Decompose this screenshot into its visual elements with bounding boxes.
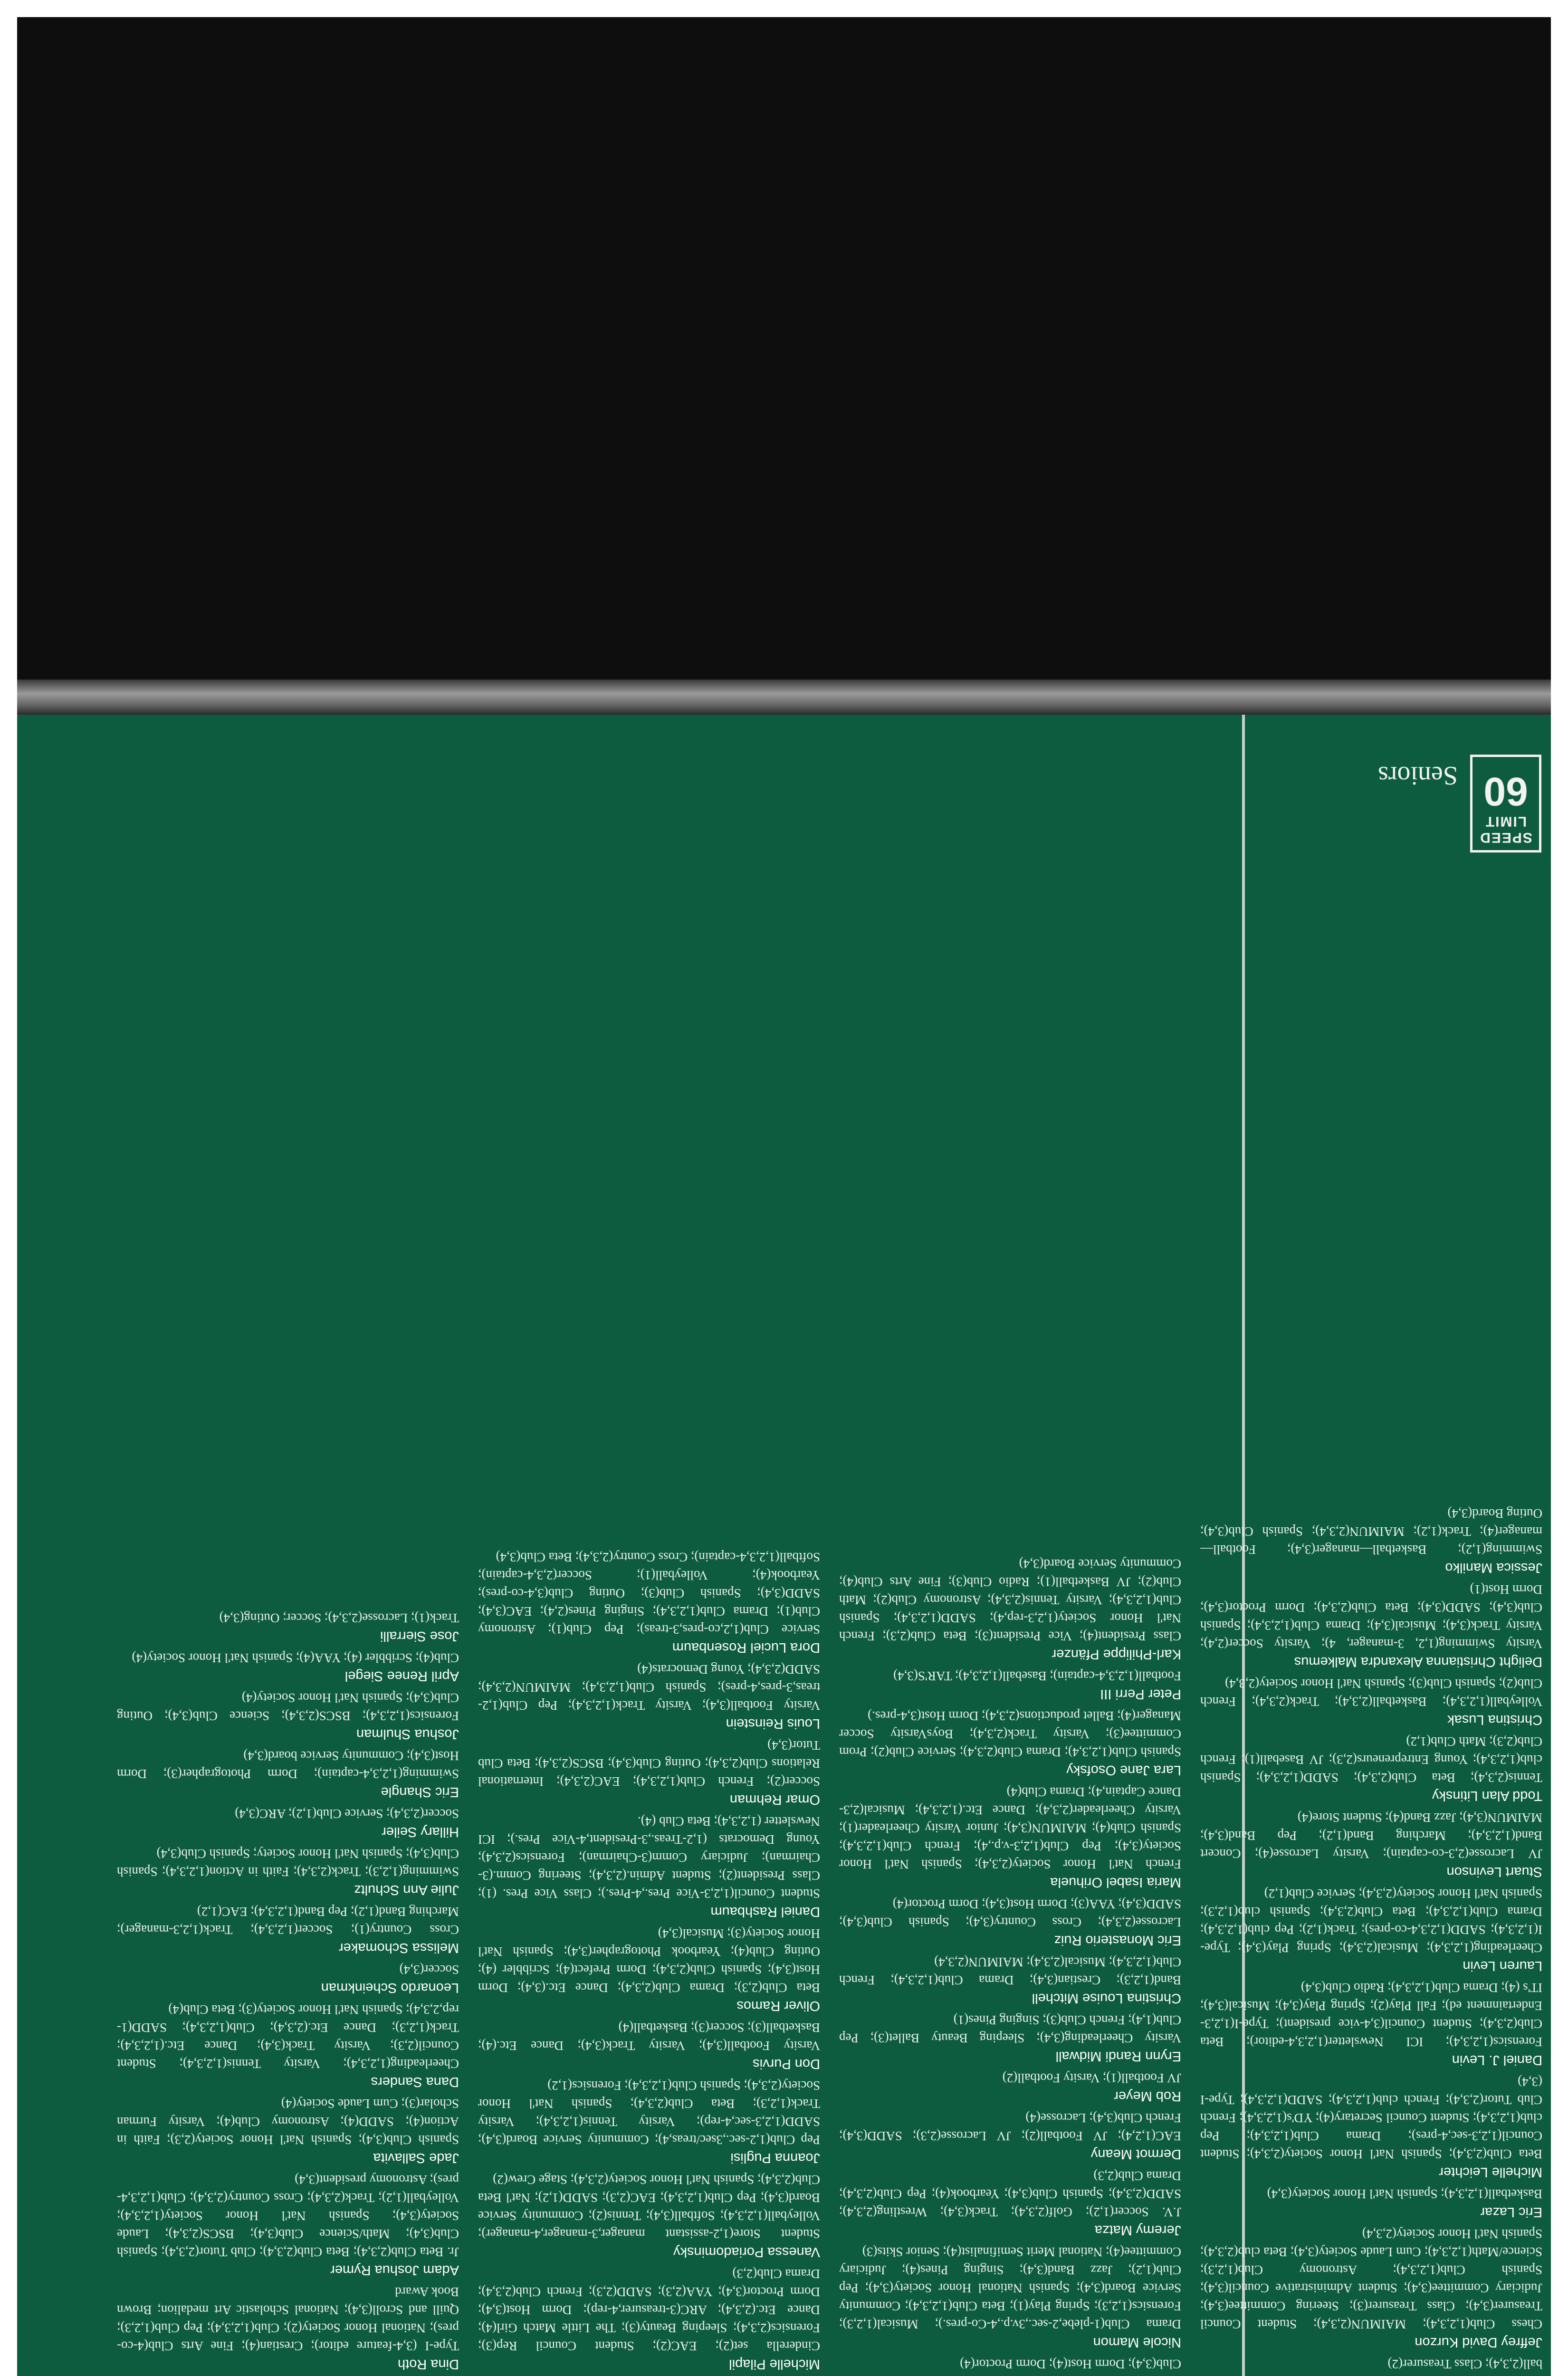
- senior-name: Nicole Mamon: [1093, 2335, 1181, 2350]
- senior-name: Jeremy Matza: [1094, 2223, 1181, 2238]
- senior-entry: [478, 1812, 820, 1921]
- senior-name: Joshua Shulman: [356, 1726, 459, 1742]
- senior-entry: [839, 1707, 1181, 1779]
- senior-entry: [1200, 1885, 1542, 1975]
- senior-name: Joanna Puglisi: [730, 2150, 820, 2165]
- senior-activities: French Nat'l Honor Society(2,3,4); Spanish Nat'l Honor Society(3,4); Pep Club(1,2,3-v.p.,4); French Club(1,2,3,4); Spanish Club(4); MAIMUN(3,4); Junior Varsity Cheerleader(1); Varsity Cheerleader(2,3,4); Dance Etc.(1,2,3,4); Musical(2,3-Dance Captain,4); Drama Club(4): [839, 1785, 1181, 1871]
- senior-entry: [839, 1895, 1181, 1949]
- senior-name: Karl-Philippe Pfänzer: [1052, 1647, 1181, 1662]
- senior-name: Dermot Meany: [1090, 2146, 1181, 2162]
- senior-name: Louis Reinstein: [726, 1716, 820, 1731]
- senior-activities: Beta Club(2,3,4); Spanish Nat'l Honor Society(2,3,4); Student Council(1,2,3-sec,4-pres); Drama Club(1,2,3,4); Pep club(1,2,3,4); Student Council Secretary(4); YD's(1,2,3,4); French Club Tutor(2,3,4); French club(1,2,3,4); SADD(1,2,3,4); Type-I (3,4): [1200, 2075, 1542, 2161]
- senior-activities: Cross Country(1); Soccer(1,2,3,4); Track(1,2,3-manager); Marching Band(1,2); Pep Band(1,2,3,4); EAC(1,2): [117, 1905, 459, 1937]
- page-content-rotated: [17, 715, 1551, 2376]
- senior-activities: Beta Club(2,3); Drama Club(2,3,4); Dance Etc.(3,4); Dorm Host(3,4); Spanish Club(2,3,4); Dorm Prefect(4); Scribbler (4); Outing Club(4); Yearbook Photographer(3,4); Spanish Nat'l Honor Society(3); Musical(3,4): [478, 1926, 820, 1995]
- senior-name: Melissa Schomaker: [338, 1940, 459, 1955]
- senior-name: Lauren Levin: [1463, 1958, 1542, 1974]
- senior-activities: Tennis(2,3,4); Beta Club(2,3,4); SADD(1,2,3,4); Spanish club(1,2,3,4); Young Entrepreneurs(2,3); JV Baseball(1); French Club(2,3); Math Club(1,2): [1200, 1734, 1542, 1785]
- senior-entry: [478, 1548, 820, 1657]
- senior-entry: [1200, 1979, 1542, 2069]
- senior-activities: Swimming(1,2); Basketball—manager(3,4); Football—manager(4); Track(1,2); MAIMUN(2,3,4); Spanish Club(3,4); Outing Board(3,4): [1200, 1506, 1542, 1557]
- senior-name: Erynn Randi Midwall: [1055, 2049, 1181, 2064]
- senior-name: Christina Louise Mitchell: [1032, 1991, 1181, 2006]
- senior-activities: JV Football(1); Varsity Football(2): [1002, 2071, 1181, 2085]
- senior-name: Michelle Pilapil: [729, 2357, 820, 2372]
- senior-activities: Forensics(1,2,3,4); ICI Newsletter(1,2,3,4-editor); Beta Club(2,3,4); Student Council(3,4-vice president); Type-I(1,2,3-Endertainment ed); Fall Play(2); Spring Play(3,4); Musical(3,4); IT's (4); Drama Club(1,2,3,4); Radio Club(3,4): [1200, 1981, 1542, 2049]
- senior-activities: Basketball(1,2,3,4); Spanish Nat'l Honor Society(3,4): [1267, 2187, 1542, 2201]
- senior-name: Jose Sierralli: [380, 1629, 459, 1644]
- senior-name: Daniel Rashbaum: [710, 1904, 820, 1919]
- senior-activities: ball(2,3,4); Class Treasurer(2): [1387, 2357, 1542, 2371]
- senior-entry: [478, 1736, 820, 1809]
- senior-entry: [117, 2095, 459, 2167]
- senior-entry: [839, 2167, 1181, 2239]
- senior-activities: Lacrosse(2,3,4); Cross Country(3,4); Spanish Club(3,4); SADD(3,4); YAA(3); Dorm Host(3,4); Dorm Proctor(4): [839, 1897, 1181, 1929]
- senior-activities: Swimming(1,2,3,4-captain); Dorm Photographer(3); Dorm Host(3,4); Community Service board(3,4): [117, 1749, 459, 1781]
- senior-activities: Swimming(1,2,3); Track(2,3,4); Faith in Action(1,2,3,4); Spanish Club(3,4); Spanish Nat'l Honor Society; Spanish Club(3,4): [117, 1847, 459, 1879]
- senior-entry: [117, 1961, 459, 1997]
- senior-activities: Class President(4); Vice President(3); Beta Club(2,3); French Nat'l Honor Society(1,2,3-rep,4); SADD(1,2,3,4); Spanish Club(1,2,3,4); Varsity Tennis(2,3,4); Astronomy Club(2); Math Club(2); JV Basketball(1); Radio Club(3); Fine Arts Club(4); Community Service Board(3,4): [839, 1557, 1181, 1643]
- senior-activities: Spanish Club(1,2,3,4); Drama Club(2,3,4); Service Club(2); Prom Committee(3); Varsity Track(2,3,4); BoysVarsity Soccer Manager(4); Ballet productions(2,3,4); Dorm Host(3,4-pres.): [839, 1709, 1181, 1759]
- senior-entry: [117, 1805, 459, 1841]
- senior-activities: Student Council(1,2,3-Vice Pres.,4-Pres.); Class Vice Pres. (1); Class President(2); Student Admin.(2,3,4); Steering Comm.(3-Chairman); Judiciary Comm(3-Chairman); Forensics(2,3,4); Young Democrats (1,2-Treas.,3-President,4-Vice Pres.); ICI Newsletter (1,2,3,4); Beta Club (4).: [478, 1814, 820, 1901]
- senior-activities: J.V. Soccer(1,2); Golf(2,3,4); Track(3,4); Wrestling(2,3,4); SADD(2,3,4); Spanish Club(3,4); Yearbook(4); Pep Club(2,3,4); Drama Club(2,3): [839, 2169, 1181, 2219]
- senior-activities: Football(1,2,3,4-captain); Baseball(1,2,3,4); TAR'S(3,4): [893, 1669, 1181, 1683]
- senior-entry: [1200, 1504, 1542, 1577]
- column-2: [839, 767, 1181, 2373]
- senior-activities: Varsity Football(3,4); Varsity Track(3,4); Dance Etc.(4); Basketball(3); Soccer(3); Basketball(4): [478, 2021, 820, 2053]
- senior-name: Daniel J. Levin: [1452, 2052, 1542, 2068]
- badge-line-2: LIMIT: [1484, 814, 1527, 829]
- senior-name: Delight Christianna Alexandra Malkemus: [1294, 1654, 1542, 1669]
- senior-entry: [478, 2265, 820, 2373]
- column-3: [478, 767, 820, 2373]
- senior-name: Todd Alan Litinsky: [1432, 1788, 1542, 1803]
- senior-name: Adam Joshua Rymer: [330, 2262, 459, 2278]
- yearbook-page: [17, 715, 1551, 2376]
- senior-name: Oliver Ramos: [736, 1998, 820, 2013]
- senior-name: Stuart Levinson: [1446, 1864, 1542, 1879]
- senior-name: April Renee Siegel: [344, 1668, 459, 1684]
- senior-entry: [117, 1649, 459, 1685]
- senior-name: Peter Perri III: [1100, 1686, 1181, 1702]
- senior-name: Don Purvis: [753, 2056, 820, 2071]
- senior-activities: Volleyball(1,2,3,4); Basketball(2,3,4); Track(2,3,4); French Club(2); Spanish Club(3); Spanish Nat'l Honor Society(2,3,4): [1200, 1677, 1542, 1709]
- senior-activities: Cheerleading(1,2,3,4); Varsity Tennis(1,2,3,4); Student Council(2,3); Varsity Track(3,4); Dance Etc.(1,2,3,4); Track(1,2,3); Dance Etc.(2,3,4); Club(1,2,3,4); SADD(1-rep,2,3,4); Spanish Nat'l Honor Society(3); Beta Club(4): [117, 2002, 459, 2071]
- senior-entry: [117, 1689, 459, 1743]
- senior-entry: [1200, 2225, 1542, 2351]
- senior-name: Jeffrey David Kurzon: [1415, 2335, 1542, 2350]
- senior-activities: Service Club(1,2,co-pres,3-treas); Pep Club(1); Astronomy Club(1); Drama Club(1,2,3,4); Singing Pines(2,4); EAC(3,4); SADD(3,4); Spanish Club(3); Outing Club(3,4-co-pres); Yearbook(4); Volleyball(1); Soccer(2,3,4-captain); Softball(1,2,3,4-captain); Cross Country(2,3,4); Beta Club(3,4): [478, 1550, 820, 1637]
- senior-entry: [478, 1660, 820, 1733]
- senior-entry: [839, 1667, 1181, 1703]
- senior-activities: Track(1); Lacrosse(2,3,4); Soccer; Outing(3,4): [219, 1611, 459, 1625]
- senior-name: Leonardo Scheinkman: [321, 1980, 459, 1995]
- senior-name: Lara Jane Osofsky: [1066, 1763, 1181, 1778]
- senior-name: Eric Monasterio Ruiz: [1054, 1933, 1181, 1948]
- senior-entry: [117, 1609, 459, 1645]
- senior-entry: [1200, 2185, 1542, 2221]
- senior-entry: [839, 2069, 1181, 2105]
- senior-entry: [839, 2243, 1181, 2351]
- senior-name: Christina Lusak: [1447, 1712, 1542, 1727]
- senior-name: Vanessa Poriadominsky: [673, 2244, 820, 2260]
- senior-activities: Club(3,4); Dorm Host(4); Dorm Proctor(4): [960, 2357, 1181, 2371]
- senior-name: Dora Luciel Rosenbaum: [672, 1640, 820, 1655]
- column-1: [1200, 767, 1542, 2373]
- senior-entry: [117, 1747, 459, 1801]
- senior-activities: Forensics(1,2,3,4); BSCS(2,3,4); Science Club(3,4); Outing Club(3,4); Spanish Nat'l Honor Society(4): [117, 1691, 459, 1723]
- senior-activities: JV Lacrosse(2,3-co-captain); Varsity Lacrosse(4); Concert Band(1,2,3,4); Marching Band(1,2); Pep Band(3,4); MAIMUN(3,4); Jazz Band(4); Student Store(4): [1200, 1811, 1542, 1861]
- senior-activities: Jr. Beta Club(2,3,4); Beta Club(2,3,4); Club Tutor(2,3,4); Spanish Club(3,4); Math/Science Club(3,4); BSCS(2,3,4); Laude Society(3,4); Spanish Nat'l Honor Society(1,2,3,4); Volleyball(1,2); Track(2,3,4); Cross Country(2,3,4); Club(1,2,3,4-pres); Astronomy president(3,4): [117, 2173, 459, 2259]
- senior-name: Omar Rehman: [729, 1792, 820, 1807]
- senior-activities: Spanish Club(3,4); Spanish Nat'l Honor Society(2,3); Faith in Action(4); SADD(4); Astronomy Club(4); Varsity Furman Scholar(3); Cum Laude Society(4): [117, 2097, 459, 2147]
- book-spine: [17, 680, 1551, 715]
- senior-name: Jessica Manilko: [1445, 1560, 1542, 1575]
- senior-activities: Student Store(1,2-assistant manager,3-manager,4-manager); Volleyball(1,2,3,4); Softball(3,4); Tennis(2); Community Service Board(3,4); Pep Club(1,2,3,4); EAC(2,3); SADD(1,2); Nat'l Beta Club(2,3,4); Spanish Nat'l Honor Society(2,3,4); Stage Crew(2): [478, 2173, 820, 2241]
- senior-activities: Band(1,2,3); Crestian(3,4); Drama Club(1,2,3,4); French Club(1,2,3,4); Musical(2,3,4); MAIMUN(2,3,4): [839, 1955, 1181, 1987]
- senior-entry: [1200, 2073, 1542, 2181]
- senior-activities: Cinderella set(2); EAC(2); Student Council Rep(3); Forensics(2,3,4); Sleeping Beauty(3); The Little Match Girl(4); Dance Etc.(2,3,4); ARC(3-treasurer,4-rep); Dorm Host(3,4); Dorm Proctor(3,4); YAA(2,3); SADD(2,3); French Club(2,3,4); Drama Club(2,3): [478, 2267, 820, 2353]
- senior-activities: Varsity Swimming(1,2, 3-manager, 4); Varsity Soccer(2,4); Varsity Track(3,4); Musical(3,4); Drama Club(1,2,3,4); Spanish Club(3,4); SADD(3,4); Beta Club(2,3,4); Dorm Proctor(3,4); Dorm Host(1): [1200, 1582, 1542, 1651]
- senior-entry: [117, 1903, 459, 1957]
- senior-activities: Chess Club(1,2,3,4); MAIMUN(2,3,4); Student Council Treasurer(3,4); Class Treasurer(3); Steering Committee(3,4); Judiciary Committee(3,4); Student Administrative Council(3,4); Spanish Club(1,2,3,4); Astronomy Club(1,2,3); Science/Math(1,2,3,4); Cum Laude Society(3,4); Beta club(2,3,4); Spanish Nat'l Honor Society(2,3,4): [1200, 2227, 1542, 2331]
- senior-name: Michelle Leichter: [1439, 2165, 1542, 2180]
- senior-entry: [478, 2171, 820, 2261]
- senior-entry: [117, 2171, 459, 2279]
- section-title: Seniors: [1378, 761, 1458, 790]
- senior-activities: Pep Club(1,2-sec.,3sec/treas,4); Community Service Board(3,4); SADD(1,2,3-sec,4-rep); Varsity Tennis(1,2,3,4); Varsity Track(1,2,3); Beta Club(2,3,4); Spanish Nat'l Honor Society(2,3,4); Spanish Club(1,2,3,4); Forensics(1,2): [478, 2079, 820, 2147]
- senior-name: Hillary Seiler: [382, 1824, 459, 1839]
- senior-entry: [117, 2283, 459, 2373]
- senior-activities: EAC(1,2,4); JV Football(2); JV Lacrosse(2,3); SADD(3,4); French Club(3,4); Lacrosse(4): [839, 2111, 1181, 2143]
- senior-entry: [117, 1845, 459, 1899]
- senior-name: Maria Isabel Orihuela: [1050, 1875, 1181, 1890]
- senior-name: Rob Meyer: [1114, 2089, 1181, 2104]
- speed-limit-badge: [1470, 755, 1541, 853]
- senior-activities: Drama Club(1-plebe,2-sec.,3v.p.,4-Co-pres.); Musical(1,2,3); Forensics(1,2,3); Spring Play(1); Beta Club(1,2,3,4); Community Service Board(3,4); Spanish National Honor Society(3,4); Pep Club(1,2); Jazz Band(3,4); Singing Pines(4); Judiciary Committee(4); National Merit Semifinalist(4); Senior Skits(3): [839, 2245, 1181, 2331]
- senior-name: Dina Roth: [398, 2357, 459, 2372]
- senior-activities: Type-I (3,4-feature editor); Crestian(4); Fine Arts Club(4-co-pres); National Honor Society(2); Club(1,2,3,4); Pep Club(1,2,3); Quill and Scroll(3,4); National Scholastic Art medalion; Brown Book Award: [117, 2285, 459, 2353]
- senior-name: Eric Shangle: [381, 1784, 459, 1800]
- senior-entry: [1200, 1581, 1542, 1671]
- senior-activities: Varsity Cheerleading(3,4); Sleeping Beauty Ballet(3); Pep Club(1,4); French Club(3); Singing Pines(1): [839, 2013, 1181, 2045]
- senior-entry: [839, 1953, 1181, 2007]
- senior-name: Jade Sallavita: [373, 2150, 459, 2165]
- senior-entry: [478, 2077, 820, 2167]
- senior-entry: [839, 2109, 1181, 2163]
- senior-activities: Cheerleading(1,2,3,4); Musical(2,3,4); Spring Play(3,4); Type-I(1,2,3,4); SADD(1,2,3,4-co-pres); Track(1,2); Pep club(1,2,3,4); Drama Club(1,2,3,4); Beta Club(2,3,4); Spanish club(1,2,3); Spanish Nat'l Honor Society(2,3,4); Service Club(1,2): [1200, 1887, 1542, 1955]
- column-4: [117, 767, 459, 2373]
- senior-entry: [1200, 1733, 1542, 1805]
- senior-entry: [478, 1925, 820, 2015]
- senior-entry: [478, 2019, 820, 2073]
- senior-name: Dana Sanders: [371, 2074, 459, 2089]
- senior-entry: [839, 2355, 1181, 2373]
- senior-entry: [1200, 2355, 1542, 2373]
- senior-activities: Soccer(3,4): [399, 1963, 459, 1977]
- senior-entry: [1200, 1809, 1542, 1881]
- senior-entry: [839, 1783, 1181, 1891]
- senior-activities: Club(4); Scribbler (4); YAA(4); Spanish Nat'l Honor Society(4): [132, 1651, 459, 1665]
- senior-entry: [839, 2011, 1181, 2065]
- senior-activities: Soccer(2); French Club(1,2,3,4); EAC(2,3,4); International Relations Club(2,3,4); Outing Club(3,4); BSCS(2,3,4); Beta Club Tutor(3,4): [478, 1738, 820, 1789]
- senior-entry: [117, 2001, 459, 2091]
- badge-line-1: SPEED: [1479, 830, 1532, 845]
- senior-name: Julie Ann Schultz: [354, 1882, 459, 1897]
- senior-entry: [839, 1555, 1181, 1663]
- senior-entry: [1200, 1675, 1542, 1729]
- page-number: 60: [1483, 769, 1528, 814]
- senior-name: Eric Lazar: [1480, 2204, 1542, 2220]
- senior-activities: Soccer(2,3,4); Service Club(1,2); ARC(3,4): [235, 1807, 459, 1821]
- senior-activities: Varsity Football(3,4); Varsity Track(1,2,3,4); Pep Club(1,2-treas,3-pres,4-pres); Spanish Club(1,2,3,4); MAIMUN(2,3,4); SADD(2,3,4); Young Democrats(4): [478, 1662, 820, 1713]
